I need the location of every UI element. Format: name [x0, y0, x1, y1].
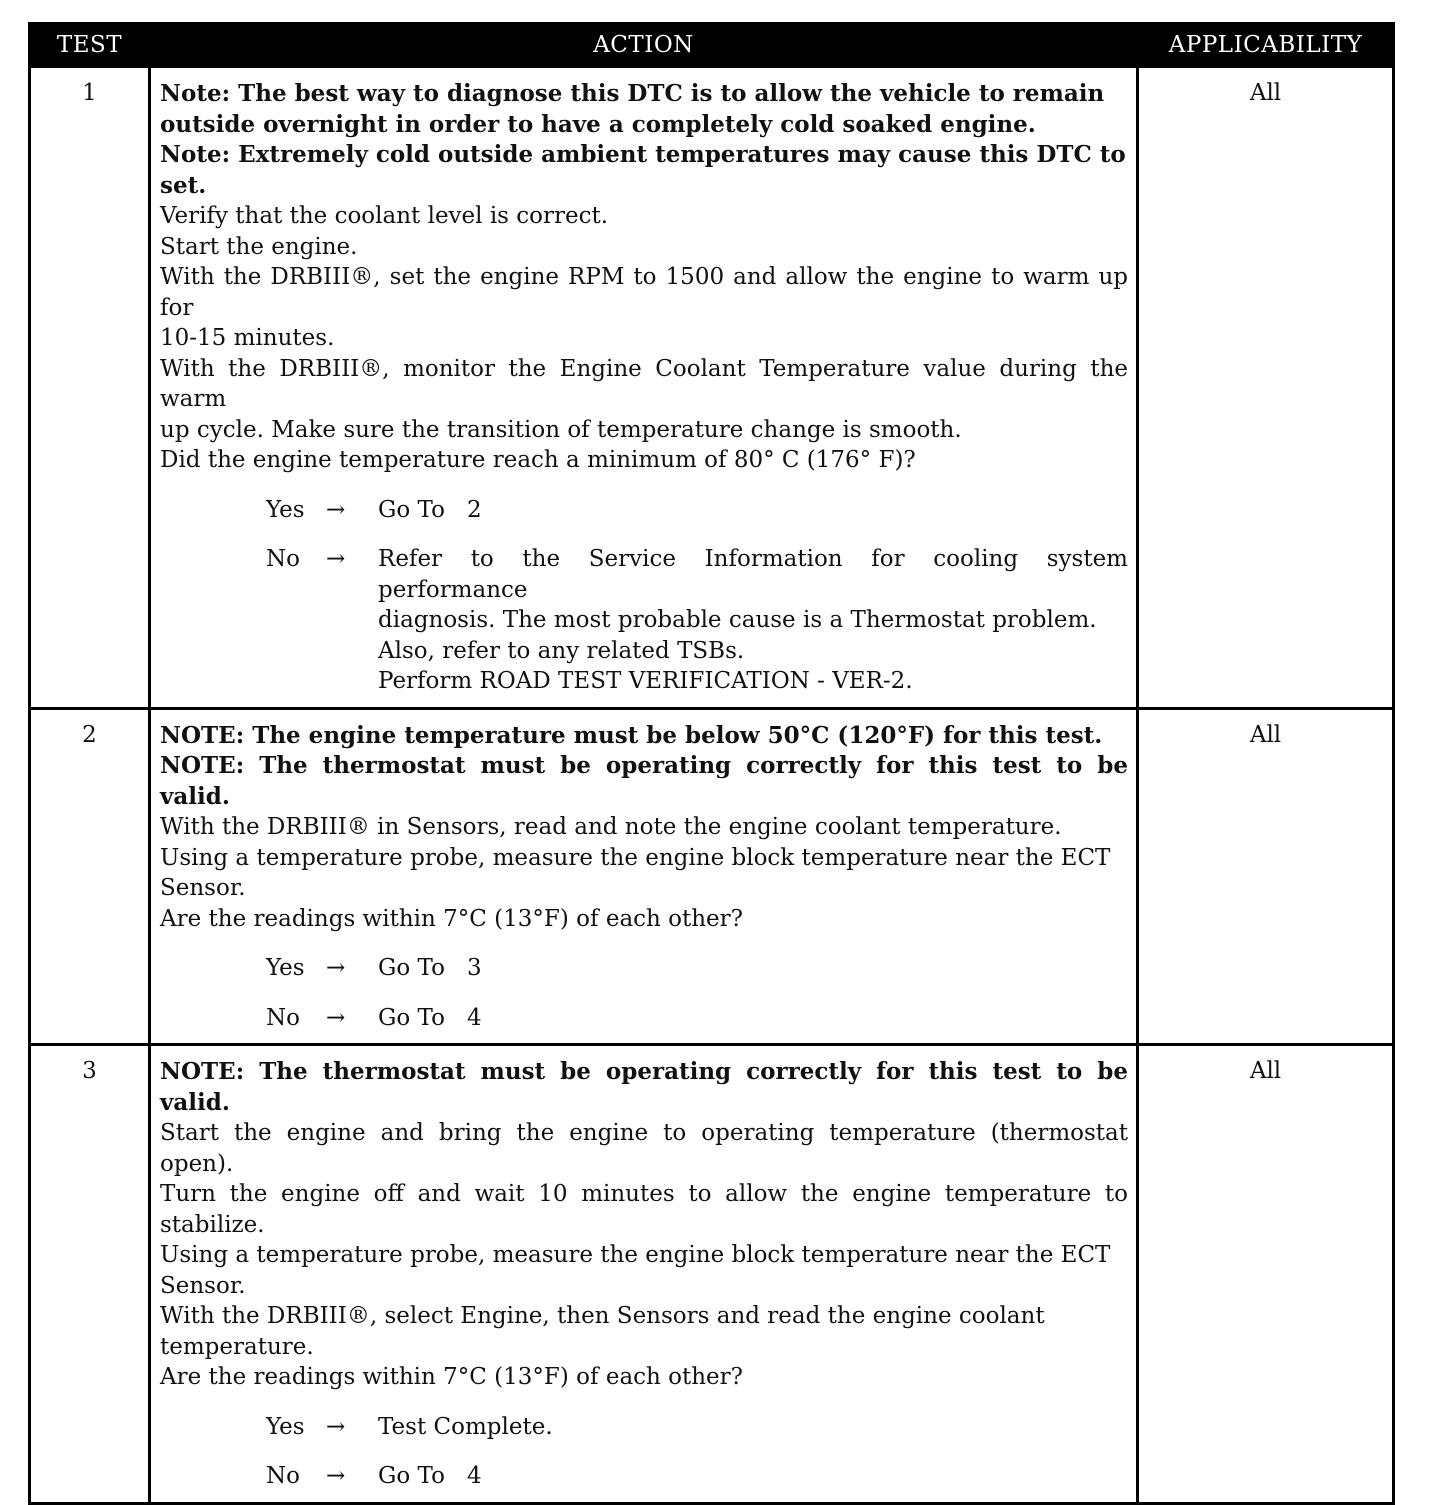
goto-target: 4	[466, 1004, 482, 1031]
action-cell	[150, 708, 1138, 1045]
arrow-icon: →	[326, 1004, 346, 1031]
goto-label: Go To	[378, 1463, 445, 1489]
table-row	[30, 708, 1394, 1045]
no-label: No	[266, 546, 300, 572]
test-number: 3	[30, 1045, 150, 1504]
no-result	[266, 1461, 1128, 1492]
outcome-line: diagnosis. The most probable cause is a Thermostat problem.	[378, 607, 1097, 633]
applicability-value: All	[1138, 1045, 1394, 1504]
yes-result	[266, 1412, 1128, 1443]
no-outcome	[378, 1003, 1128, 1034]
goto-label: Go To	[378, 1004, 445, 1031]
yes-outcome	[378, 495, 1128, 526]
action-line: With the DRBIII®, monitor the Engine Coolant Temperature value during the warm	[160, 355, 1128, 412]
outcome-line: Also, refer to any related TSBs.	[378, 637, 745, 664]
no-outcome	[378, 1461, 1128, 1492]
outcome-line: Refer to the Service Information for cooling system performance	[378, 546, 1128, 603]
question-line: Are the readings within 7°C (13°F) of each other?	[160, 1364, 743, 1390]
no-label: No	[266, 1463, 300, 1489]
yes-result	[266, 495, 1128, 526]
test-number: 2	[30, 708, 150, 1045]
goto-label: Go To	[378, 496, 445, 523]
action-line: Start the engine and bring the engine to operating temperature (thermostat open).	[160, 1120, 1128, 1177]
action-line: Sensor.	[160, 1272, 246, 1299]
header-applicability: APPLICABILITY	[1138, 24, 1394, 67]
action-line: With the DRBIII®, select Engine, then Sensors and read the engine coolant	[160, 1303, 1045, 1329]
action-line: Start the engine.	[160, 233, 358, 260]
note-line: NOTE: The engine temperature must be below 50°C (120°F) for this test.	[160, 721, 1103, 749]
outcome-line: Perform ROAD TEST VERIFICATION - VER-2.	[378, 668, 913, 694]
note-line: Note: The best way to diagnose this DTC is to allow the vehicle to remain	[160, 80, 1105, 107]
action-line: With the DRBIII® in Sensors, read and note the engine coolant temperature.	[160, 814, 1062, 840]
goto-target: 4	[466, 1463, 482, 1489]
yes-result	[266, 953, 1128, 984]
note-line: outside overnight in order to have a completely cold soaked engine.	[160, 110, 1036, 138]
action-cell	[150, 1045, 1138, 1504]
diagnostic-table	[28, 22, 1395, 1505]
yes-outcome: Test Complete.	[378, 1413, 553, 1440]
arrow-icon: →	[326, 955, 346, 981]
no-result	[266, 1003, 1128, 1034]
arrow-icon: →	[326, 1413, 346, 1440]
header-action: ACTION	[150, 24, 1138, 67]
action-line: 10-15 minutes.	[160, 325, 335, 351]
yes-label: Yes	[266, 1413, 305, 1440]
action-line: temperature.	[160, 1333, 314, 1360]
question-line: Did the engine temperature reach a minimum of 80° C (176° F)?	[160, 447, 916, 473]
goto-target: 3	[466, 955, 482, 981]
no-outcome	[378, 544, 1128, 697]
note-line: NOTE: The thermostat must be operating correctly for this test to be valid.	[160, 1058, 1128, 1116]
table-row	[30, 67, 1394, 709]
action-line: Using a temperature probe, measure the engine block temperature near the ECT	[160, 844, 1111, 871]
test-number: 1	[30, 67, 150, 709]
note-line: set.	[160, 171, 207, 199]
no-result	[266, 544, 1128, 697]
yes-label: Yes	[266, 955, 305, 981]
arrow-icon: →	[326, 546, 346, 572]
arrow-icon: →	[326, 496, 346, 523]
action-line: Turn the engine off and wait 10 minutes to allow the engine temperature to stabilize.	[160, 1181, 1128, 1238]
action-line: With the DRBIII®, set the engine RPM to 1500 and allow the engine to warm up for	[160, 264, 1128, 321]
action-line: Verify that the coolant level is correct.	[160, 203, 609, 229]
yes-outcome	[378, 953, 1128, 984]
action-line: Sensor.	[160, 875, 246, 901]
header-test: TEST	[30, 24, 150, 67]
goto-label: Go To	[378, 955, 445, 981]
action-cell	[150, 67, 1138, 709]
arrow-icon: →	[326, 1463, 346, 1489]
question-line: Are the readings within 7°C (13°F) of each other?	[160, 905, 743, 932]
note-line: NOTE: The thermostat must be operating correctly for this test to be valid.	[160, 752, 1128, 810]
table-row	[30, 1045, 1394, 1504]
action-line: Using a temperature probe, measure the engine block temperature near the ECT	[160, 1242, 1111, 1268]
yes-label: Yes	[266, 496, 305, 523]
applicability-value: All	[1138, 67, 1394, 709]
table-header-row	[30, 24, 1394, 67]
applicability-value: All	[1138, 708, 1394, 1045]
action-line: up cycle. Make sure the transition of temperature change is smooth.	[160, 416, 962, 443]
note-line: Note: Extremely cold outside ambient temperatures may cause this DTC to	[160, 141, 1126, 168]
goto-target: 2	[466, 496, 482, 523]
no-label: No	[266, 1004, 300, 1031]
